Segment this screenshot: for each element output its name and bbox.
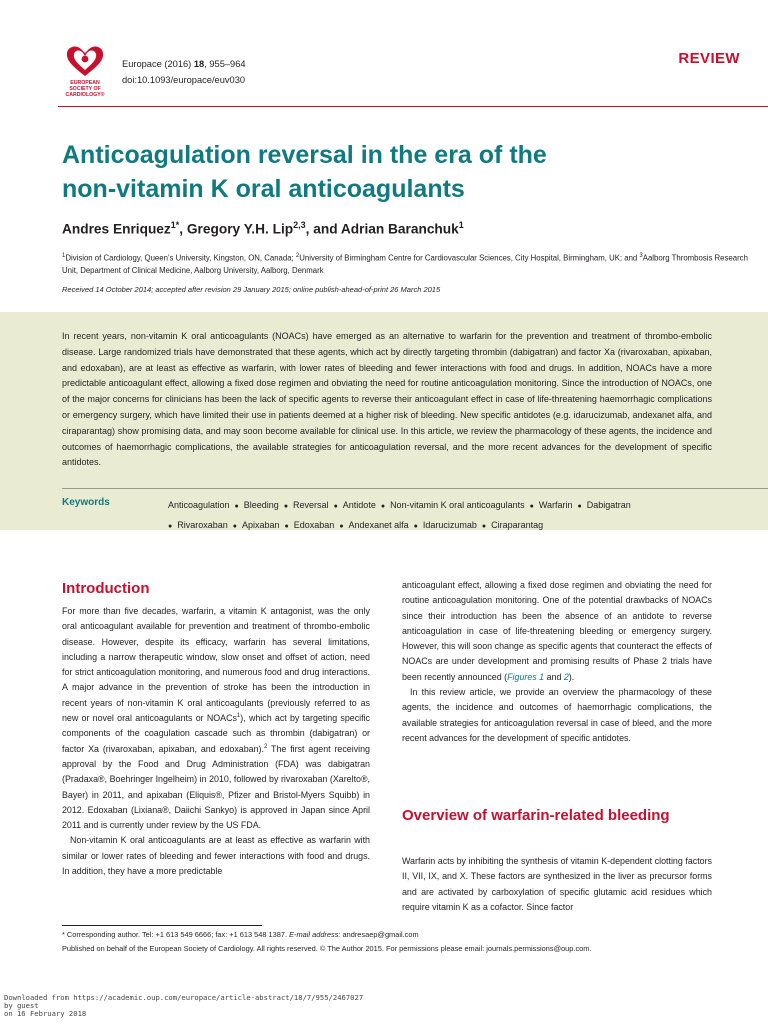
intro-paragraph-1: [62, 604, 370, 833]
abstract-text: In recent years, non-vitamin K oral anticoagulants (NOACs) have emerged as an alternative to warfarin for the prevention and treatment of thrombo-embolic disease. Large randomized trials have demonstrated that these agents, which act by directly targeting thrombin (dabigatran) and factor Xa (rivaroxaban, apixaban, and edoxaban), are at least as effective as warfarin, with lower rates of bleeding and fewer interactions with food and drugs. In addition, NOACs have a more predictable anticoagulant effect, allowing a fixed dose regimen and obviating the need for routine anticoagulation monitoring. Since the introduction of NOACs, one of the major concerns for clinicians has been the lack of specific agents to reverse their anticoagulant effect in case of life-threatening haemorrhagic complications or emergency surgery, which have limited their use in patients deemed at a higher risk of bleeding. New specific antidotes (e.g. idarucizumab, andexanet alfa, and ciraparantag) show promising data, and may soon become available for clinical use. In this article, we review the pharmacology of these agents, the incidence and outcomes of haemorrhagic complications, the available strategies for anticoagulation reversal, and the more recent advances for the development of specific antidotes.: [62, 331, 712, 468]
keyword[interactable]: Warfarin: [538, 500, 573, 510]
journal-volume: 18: [193, 59, 205, 69]
overview-paragraph: [402, 854, 712, 915]
bullet-icon: ●: [168, 523, 173, 530]
keyword[interactable]: Apixaban: [242, 520, 280, 530]
figure-link[interactable]: Figures 1: [507, 671, 545, 682]
text-run: ).: [568, 671, 575, 682]
journal-name: Europace (2016): [122, 59, 194, 69]
left-column: [62, 604, 370, 879]
introduction-heading: Introduction: [62, 580, 150, 597]
heart-logo-icon: [67, 46, 103, 76]
intro-paragraph-3: [402, 578, 712, 685]
footnote-divider: [62, 925, 262, 926]
bullet-icon: ●: [413, 523, 418, 530]
text-run: The first agent receiving approval by the Food and Drug Administration (FDA) was dabigatran (Pradaxa®, Boehringer Ingelheim) in 2010, followed by rivaroxaban (Xarelto®, Bayer) in 2011, and apixaban (Eliquis®, Pfizer and Bristol-Myers Squibb) in 2012. Edoxaban (Lixiana®, Daiichi Sankyo) is approved in Japan since April 2011 and is currently under review by the US FDA.: [62, 743, 370, 831]
keywords-divider: [62, 488, 768, 489]
journal-pages: , 955–964: [204, 59, 246, 69]
author-list: [62, 220, 464, 237]
keyword[interactable]: Andexanet alfa: [348, 520, 409, 530]
text-run: For more than five decades, warfarin, a vitamin K antagonist, was the only oral anticoagulant available for prevention and treatment of thrombo-embolic disease. However, despite its efficacy, warfarin has several limitations, including a narrow therapeutic window, slow onset and offset of action, need for strict anticoagulation monitoring, and numerous food and drug interactions. A major advance in the prevention of stroke has been the introduction in recent years of non-vitamin K oral anticoagulants (previously referred to as new or novel oral anticoagulants or NOACs: [62, 606, 370, 724]
citation-ref[interactable]: 2: [263, 743, 268, 750]
author-separator: , and: [305, 221, 341, 237]
keyword[interactable]: Dabigatran: [586, 500, 631, 510]
keyword[interactable]: Idarucizumab: [422, 520, 477, 530]
bullet-icon: ●: [283, 503, 289, 510]
bullet-icon: ●: [234, 503, 239, 510]
keyword[interactable]: Bleeding: [243, 500, 279, 510]
affiliation-sup: 1: [62, 253, 66, 259]
title-line-1: Anticoagulation reversal in the era of the: [62, 141, 547, 169]
author-sup: 1*: [170, 220, 180, 230]
author-name[interactable]: Andres Enriquez: [62, 221, 171, 237]
author-name[interactable]: Adrian Baranchuk: [340, 221, 459, 237]
keyword[interactable]: Anticoagulation: [168, 500, 230, 510]
keywords-list: [168, 496, 720, 536]
author-sup: 1: [458, 220, 464, 230]
author-separator: ,: [179, 221, 187, 237]
esc-logo: [58, 42, 112, 100]
right-column: [402, 578, 712, 746]
publisher-note: Published on behalf of the European Society of Cardiology. All rights reserved. © The Author 2015. For permissions please email: journals.permissions@oup.com.: [62, 944, 592, 953]
logo-text-line3: CARDIOLOGY®: [65, 92, 105, 98]
email-link[interactable]: andresaep@gmail.com: [340, 930, 419, 939]
overview-heading: Overview of warfarin-related bleeding: [402, 807, 670, 824]
keyword[interactable]: Edoxaban: [293, 520, 335, 530]
download-line: on 16 February 2018: [4, 1009, 87, 1019]
author-sup: 2,3: [293, 220, 306, 230]
email-label: E-mail address:: [289, 930, 341, 939]
affiliation: University of Birmingham Centre for Cardiovascular Sciences, City Hospital, Birmingham, UK; and: [299, 253, 640, 263]
affiliations: [62, 250, 752, 278]
text-run: anticoagulant effect, allowing a fixed dose regimen and obviating the need for routine anticoagulation monitoring. One of the potential drawbacks of NOACs since their introduction has been the absence of an antidote to reverse anticoagulation in case of life-threatening bleeding or emergency surgery. However, this will soon change as specific agents that counteract the effects of NOACs are under development and promising results of Phase 2 trials have been recently announced (: [402, 580, 712, 682]
bullet-icon: ●: [380, 503, 386, 510]
article-title: [62, 138, 702, 206]
doi[interactable]: doi:10.1093/europace/euv030: [122, 74, 246, 85]
logo-text-line2: SOCIETY OF: [69, 86, 101, 92]
affiliation: Aalborg Thrombosis Research Unit, Department of Clinical Medicine, Aalborg University, Aalborg, Denmark: [62, 253, 748, 276]
footnote-text: * Corresponding author. Tel: +1 613 549 6666; fax: +1 613 548 1387.: [62, 930, 290, 939]
author-name[interactable]: Gregory Y.H. Lip: [186, 221, 294, 237]
keyword[interactable]: Ciraparantag: [491, 520, 544, 530]
title-line-2: non-vitamin K oral anticoagulants: [62, 175, 465, 203]
affiliation-sup: 2: [295, 253, 300, 259]
keyword[interactable]: Rivaroxaban: [177, 520, 228, 530]
bullet-icon: ●: [577, 503, 582, 510]
section-label: REVIEW: [678, 50, 740, 67]
citation-ref[interactable]: 1: [236, 713, 241, 720]
overview-text: Warfarin acts by inhibiting the synthesis of vitamin K-dependent clotting factors II, VII, IX, and X. These factors are synthesized in the liver as precursor forms and are activated by carboxylation of specific glutamic acid residues which require vitamin K as a cofactor. Since factor: [402, 856, 712, 912]
keyword[interactable]: Non-vitamin K oral anticoagulants: [390, 500, 525, 510]
intro-paragraph-2: Non-vitamin K oral anticoagulants are at least as effective as warfarin with similar or lower rates of bleeding and fewer interactions with food and drugs. In addition, they have a more predictable: [62, 835, 370, 877]
intro-paragraph-4: In this review article, we provide an overview the pharmacology of these agents, the incidence and outcomes of haemorrhagic complications, the available strategies for anticoagulation reversal in case of bleed, and the more recent advances for the development of specific antidotes.: [402, 687, 712, 743]
text-run: and: [544, 671, 564, 682]
bullet-icon: ●: [333, 503, 338, 510]
figure-link[interactable]: 2: [563, 671, 569, 682]
corresponding-author-note: [62, 930, 419, 939]
logo-text-line1: EUROPEAN: [70, 80, 100, 86]
affiliation: Division of Cardiology, Queen’s University, Kingston, ON, Canada;: [65, 253, 296, 263]
text-run: ), which act by targeting specific components of the coagulation cascade such as thrombin (dabigatran) or factor Xa (rivaroxaban, apixaban, and edoxaban).: [62, 713, 370, 754]
header-divider: [58, 106, 768, 107]
bullet-icon: ●: [232, 523, 237, 530]
bullet-icon: ●: [529, 503, 534, 510]
received-dates: Received 14 October 2014; accepted after revision 29 January 2015; online publish-ahead-of-print 26 March 2015: [62, 285, 441, 294]
download-line: Downloaded from https://academic.oup.com/europace/article-abstract/18/7/955/2467027: [4, 993, 364, 1002]
download-line: by guest: [4, 1001, 39, 1011]
download-watermark: [4, 994, 363, 1019]
bullet-icon: ●: [284, 523, 289, 530]
keyword[interactable]: Reversal: [293, 500, 329, 510]
keywords-label: Keywords: [62, 497, 110, 508]
bullet-icon: ●: [339, 523, 344, 530]
affiliation-sup: 3: [639, 253, 643, 259]
bullet-icon: ●: [481, 523, 487, 530]
journal-citation: [122, 57, 246, 88]
keyword[interactable]: Antidote: [342, 500, 376, 510]
